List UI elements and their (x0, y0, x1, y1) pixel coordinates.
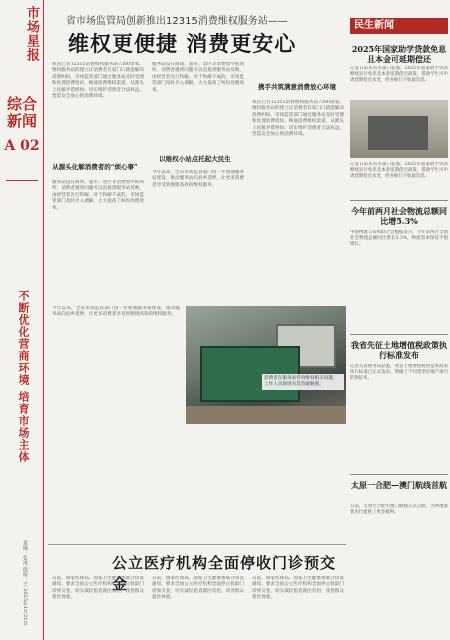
section-name: 综合新闻 (6, 95, 37, 130)
article-body: 日前，国家医保局、国家卫生健康委联合印发通知，要求全国公立医疗机构全面停止收取门诊预交金，切实减轻患者就医负担，改善群众就医体验。 (152, 576, 244, 601)
photo-caption: 消费者在服务站咨询维权相关问题，工作人员现场为其答疑解惑。 (262, 374, 344, 390)
article-subhead: 携手共筑满意消费放心环境 (258, 83, 336, 91)
article-subhead: 从源头化解消费者的“烦心事” (52, 163, 138, 171)
sidebar-news (350, 4, 448, 636)
main-article-area (48, 4, 346, 636)
news-body: 记者日前从有关部门获悉，2025年国家助学贷款继续实行免息及本金延期偿还政策，借款学生可申请延期偿还本金，经办银行不收取罚息。 (350, 162, 448, 180)
news-title: 今年前两月社会物流总额同比增5.3% (351, 206, 447, 226)
article-body: 日前，国家医保局、国家卫生健康委联合印发通知，要求全国公立医疗机构全面停止收取门诊预交金，切实减轻患者就医负担，改善群众就医体验。 (52, 576, 144, 601)
article-body: 服务站设在商场、超市、景区等消费集中的场所，消费者遇到问题可以直接到服务站反映，由经营者先行和解。对于和解不成的，市场监管部门及时介入调解，大大提高了纠纷处理效率。 (52, 180, 144, 211)
page-meta: 责编：张冰 组版：王 2025年1月21日 (22, 540, 28, 626)
news-title: 2025年国家助学贷款免息且本金可延期偿还 (351, 44, 447, 64)
article-kicker: 省市场监管局创新推出12315消费维权服务站—— (66, 16, 288, 27)
article-body: 今年以来，全省市场监管部门进一步加强服务站建设，推动服务站向县乡延伸，让更多消费者享受到便捷高效的维权服务。 (152, 170, 244, 188)
news-body: 记者日前从有关部门获悉，2025年国家助学贷款继续实行免息及本金延期偿还政策，借款学生可申请延期偿还本金，经办银行不收取罚息。 (350, 66, 448, 84)
article-headline: 维权更便捷 消费更安心 (68, 31, 297, 56)
masthead-column (0, 0, 44, 640)
news-title: 太原一合肥—澳门航线首航 (351, 480, 447, 490)
divider (6, 180, 38, 181)
article-body: 日前，国家医保局、国家卫生健康委联合印发通知，要求全国公立医疗机构全面停止收取门诊预交金，切实减轻患者就医负担，改善群众就医体验。 (252, 576, 344, 601)
article-body: 服务站设在商场、超市、景区等消费集中的场所，消费者遇到问题可以直接到服务站反映，由经营者先行和解。对于和解不成的，市场监管部门及时介入调解，大大提高了纠纷处理效率。 (152, 62, 244, 93)
divider (350, 334, 448, 335)
article-body: 我省已有12315消费维权服务站7300余家，维权服务站的建立让消费者在家门口就能解决消费纠纷。市场监管部门通过服务站及时受理和处理消费投诉，畅通消费维权渠道，从源头上化解矛盾纠纷，切实维护消费者合法权益，营造安全放心的消费环境。 (52, 62, 144, 100)
news-photo (350, 100, 448, 158)
divider (48, 544, 346, 545)
article-body: 今年以来，全省市场监管部门进一步加强服务站建设，推动服务站向县乡延伸，让更多消费者享受到便捷高效的维权服务。 (52, 306, 180, 318)
divider (350, 200, 448, 201)
news-title: 我省先征土地增值税政策执行标准发布 (351, 340, 447, 360)
news-body: 记者从省税务局获悉，我省土地增值税预征率政策执行标准已正式发布，明确了不同类型房地产项目的预征率。 (350, 364, 448, 382)
news-body: 日前，太原至合肥至澳门航线正式首航，为两地旅客出行提供了更多便利。 (350, 504, 448, 516)
article-photo (186, 306, 346, 424)
newspaper-masthead: 市场星报 (24, 6, 39, 62)
article-subhead: 以维权小站点托起大民生 (159, 155, 231, 163)
article-body: 我省已有12315消费维权服务站7300余家，维权服务站的建立让消费者在家门口就能解决消费纠纷。市场监管部门通过服务站及时受理和处理消费投诉，畅通消费维权渠道，从源头上化解矛盾纠纷，切实维护消费者合法权益，营造安全放心的消费环境。 (252, 100, 344, 138)
news-body: 中国物流与采购联合会数据显示，今年前两月全国社会物流总额同比增长5.3%，物流需求保持平稳增长。 (350, 230, 448, 248)
divider (350, 474, 448, 475)
page-code: A 02 (4, 138, 40, 154)
second-headline: 公立医疗机构全面停收门诊预交金 (112, 554, 337, 593)
slogan: 不断优化营商环境 培育市场主体 (17, 290, 30, 463)
sidebar-header: 民生新闻 (350, 18, 448, 34)
